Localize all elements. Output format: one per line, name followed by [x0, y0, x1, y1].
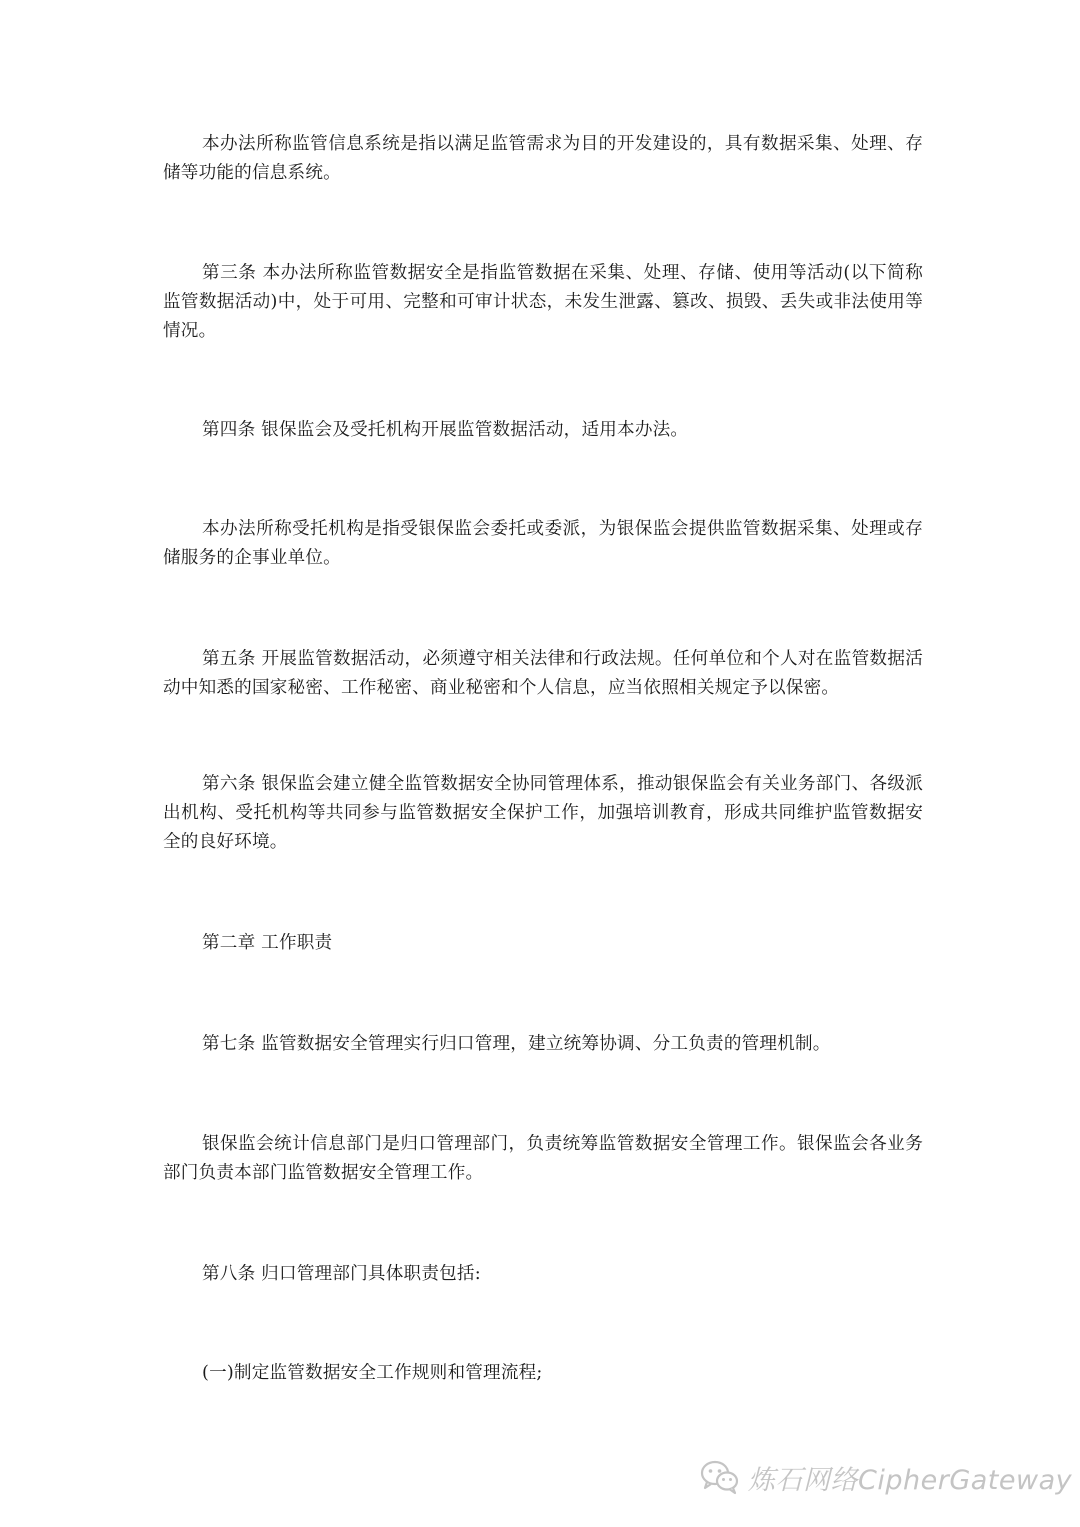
list-item-1: (一)制定监管数据安全工作规则和管理流程; [202, 1363, 543, 1383]
chapter-heading: 第二章 工作职责 [202, 933, 333, 953]
paragraph-entrusted-institution: 本办法所称受托机构是指受银保监会委托或委派，为银保监会提供监管数据采集、处理或存储服务的企事业单位。 [163, 519, 923, 568]
paragraph-system-definition: 本办法所称监管信息系统是指以满足监管需求为目的开发建设的，具有数据采集、处理、存储等功能的信息系统。 [163, 134, 923, 183]
watermark [700, 1452, 1072, 1502]
paragraph-statistics-department: 银保监会统计信息部门是归口管理部门，负责统筹监管数据安全管理工作。银保监会各业务部门负责本部门监管数据安全管理工作。 [163, 1134, 923, 1183]
paragraph-article-6: 第六条 银保监会建立健全监管数据安全协同管理体系，推动银保监会有关业务部门、各级派出机构、受托机构等共同参与监管数据安全保护工作，加强培训教育，形成共同维护监管数据安全的良好环境。 [163, 774, 923, 852]
paragraph-article-7: 第七条 监管数据安全管理实行归口管理，建立统筹协调、分工负责的管理机制。 [202, 1034, 831, 1054]
paragraph-article-3: 第三条 本办法所称监管数据安全是指监管数据在采集、处理、存储、使用等活动(以下简称监管数据活动)中，处于可用、完整和可审计状态，未发生泄露、篡改、损毁、丢失或非法使用等情况。 [163, 263, 923, 341]
paragraph-article-5: 第五条 开展监管数据活动，必须遵守相关法律和行政法规。任何单位和个人对在监管数据活动中知悉的国家秘密、工作秘密、商业秘密和个人信息，应当依照相关规定予以保密。 [163, 649, 923, 698]
wechat-icon [700, 1459, 740, 1495]
paragraph-article-4: 第四条 银保监会及受托机构开展监管数据活动，适用本办法。 [202, 420, 689, 440]
watermark-text: 炼石网络CipherGateway [748, 1464, 1073, 1496]
paragraph-article-8: 第八条 归口管理部门具体职责包括: [202, 1264, 481, 1284]
